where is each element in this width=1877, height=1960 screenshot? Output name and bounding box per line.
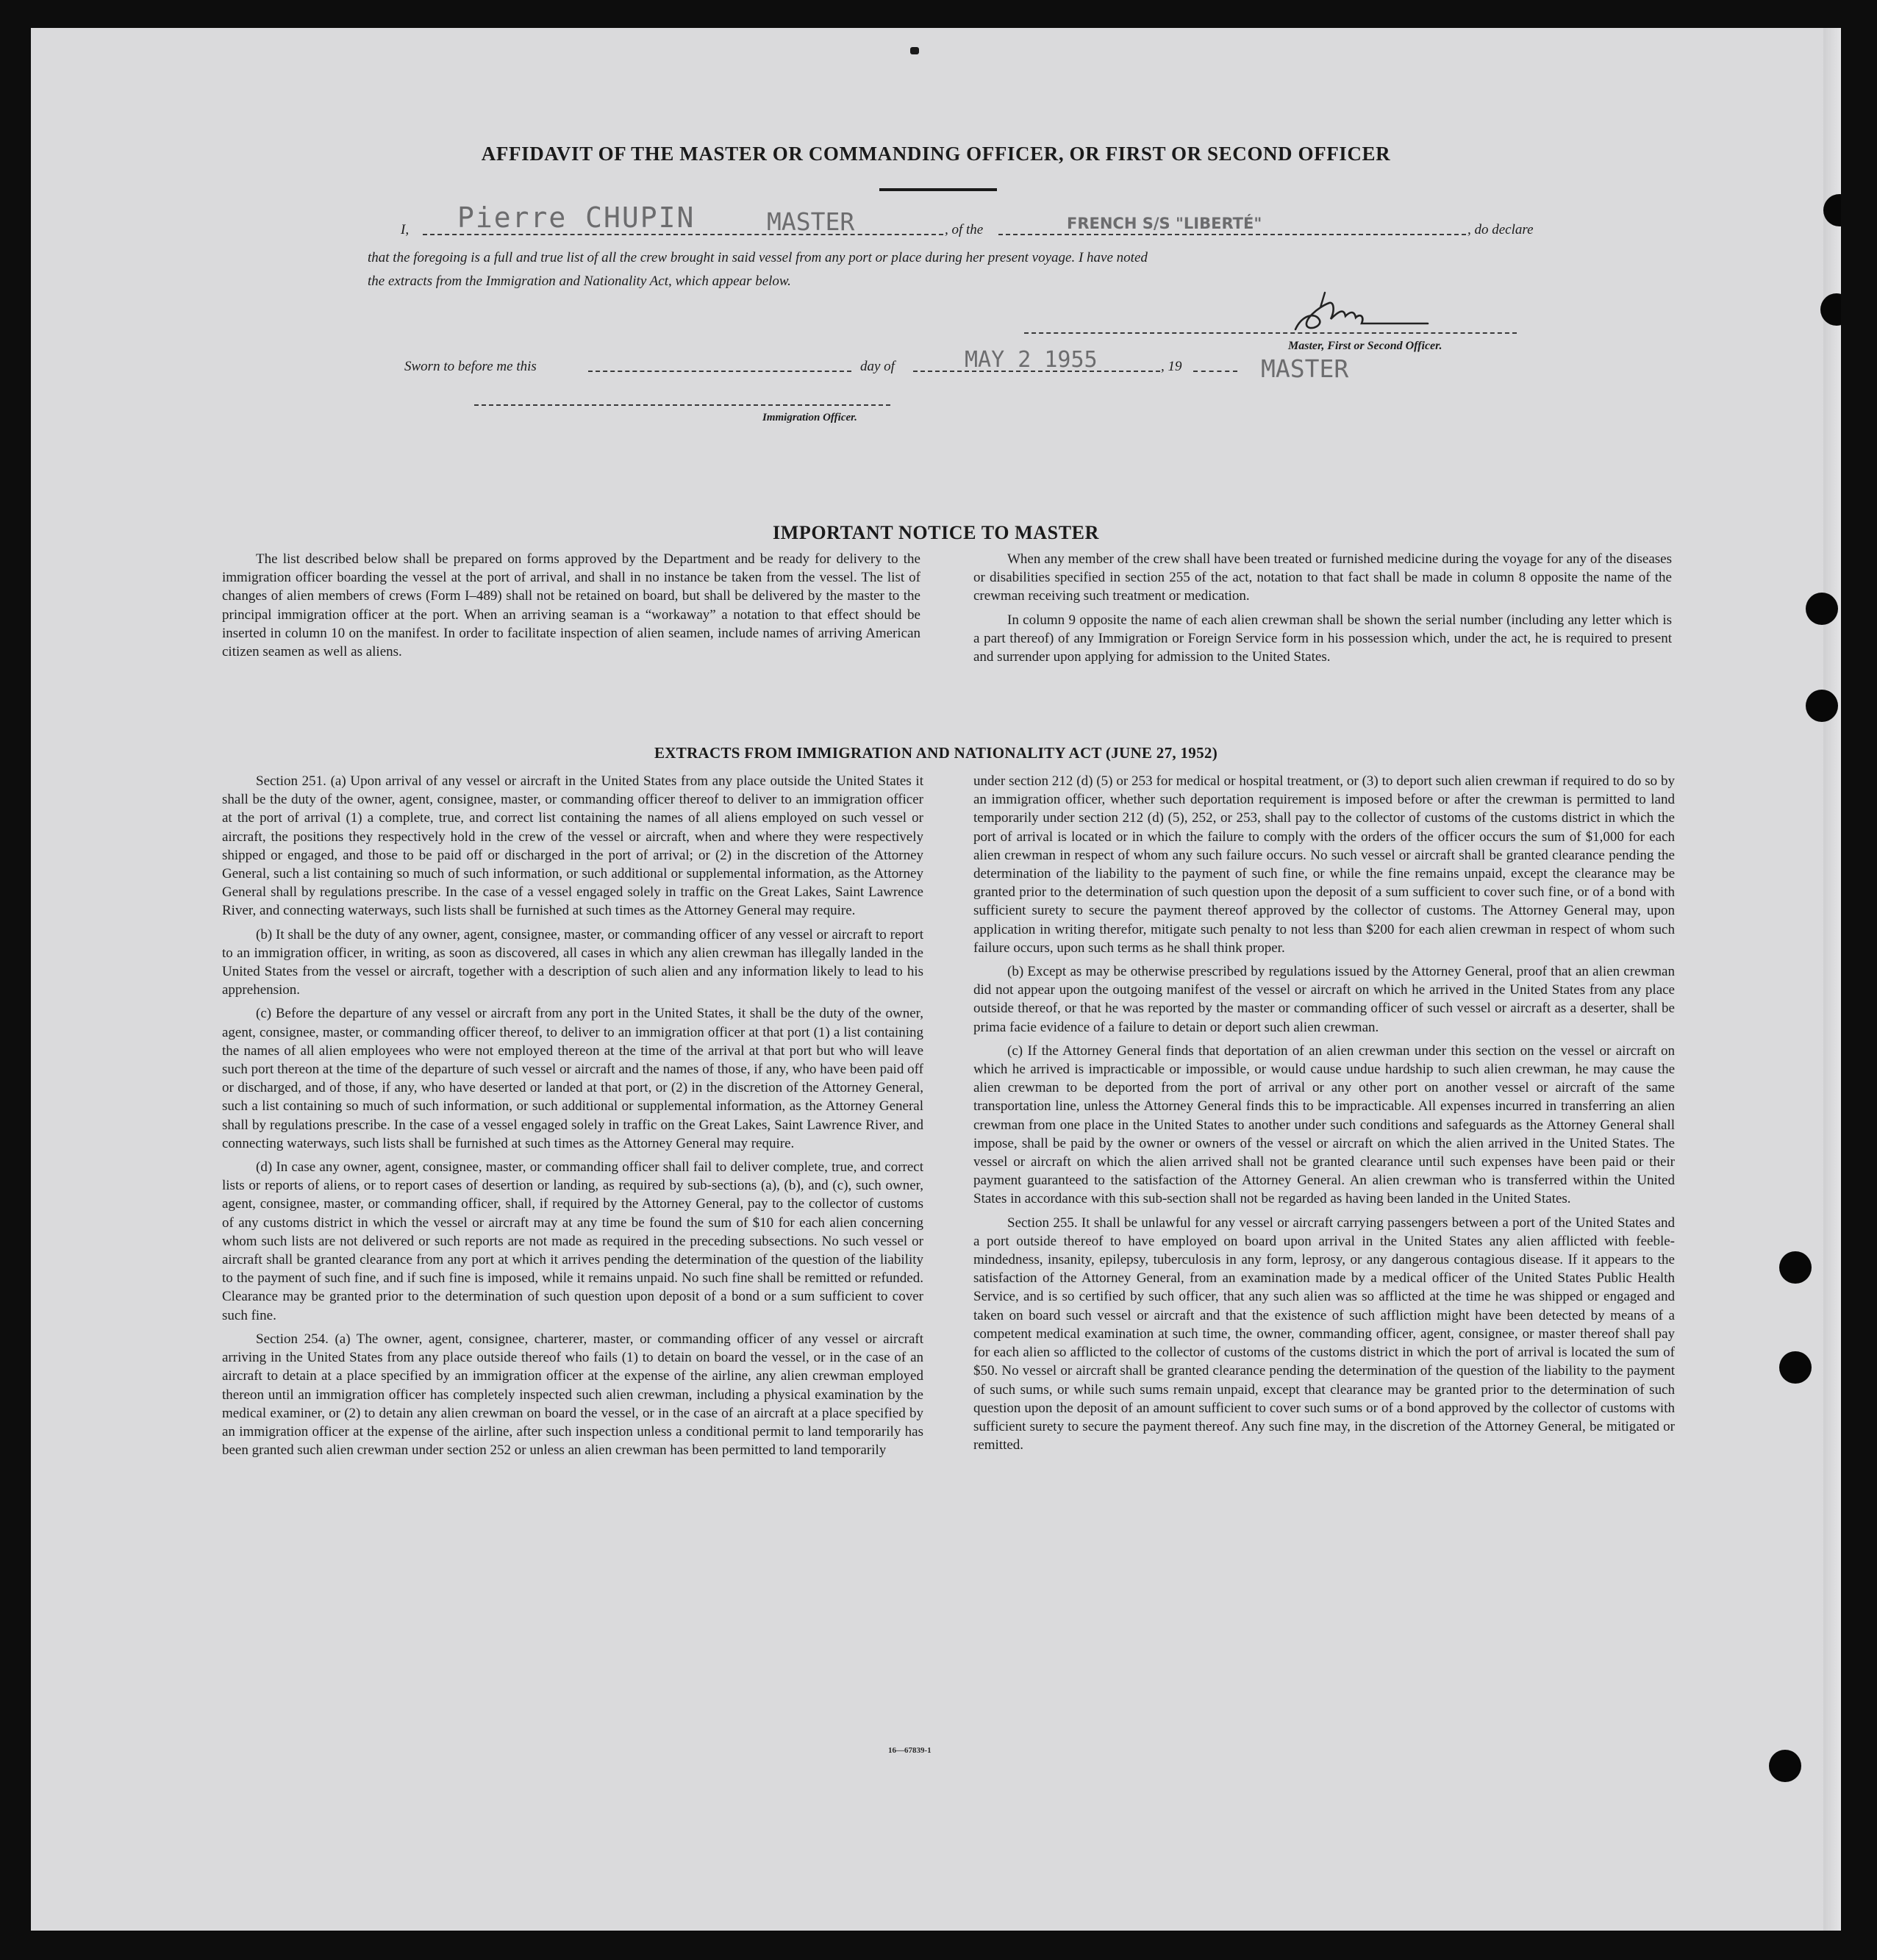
- act-section-paragraph: Section 254. (a) The owner, agent, consignee, charterer, master, or commanding officer of any vessel or aircraft arriving in the United States from any place outside thereof who fails (1) to detain on board the vessel, or in the case of an aircraft to detain at a place specified by an immigration officer at the expense of the airline, any alien crewman employed thereon until an immigration officer has completely inspected such alien crewman, including a physical examination by the medical examiner, or (2) to detain any alien crewman on board the vessel, or in the case of an aircraft at a place specified by an immigration officer at the expense of the airline, after such inspection unless a conditional permit to land temporarily has been granted such alien crewman under section 252 or unless an alien crewman has been permitted to land temporarily: [222, 1331, 923, 1459]
- of-the-label: , of the: [945, 222, 984, 237]
- act-section-paragraph: Section 255. It shall be unlawful for any vessel or aircraft carrying passengers between a port of the United States and a port outside thereof to have employed on board upon arrival in the United States any alien afflicted with feeble-mindedness, insanity, epilepsy, tuberculosis in any form, leprosy, or any dangerous contagious disease. If it appears to the satisfaction of the Attorney General, from an examination made by a medical officer of the United States Public Health Service, and is so certified by such officer, that any such alien was so afflicted at the time he was shipped or engaged and taken on board such vessel or aircraft and that the existence of such affliction might have been detected by means of a competent medical examination at such time, the owner, commanding officer, agent, consignee, or master thereof shall pay for each alien so afflicted to the collector of customs of the customs district in which the port of arrival is located the sum of $50. No vessel or aircraft shall be granted clearance pending the determination of the question of the liability to the payment of such sums, or while such sums remain unpaid, except that clearance may be granted prior to the determination of such question upon the deposit of an amount sufficient to cover such sums or of a bond approved by the collector of customs with sufficient surety to secure the payment thereof. Any such fine may, in the discretion of the Attorney General, be mitigated or remitted.: [973, 1215, 1675, 1453]
- notice-paragraph: The list described below shall be prepared on forms approved by the Department and be ready for delivery to the immigration officer boarding the vessel at the port of arrival, and shall in no instance be taken from the vessel. The list of changes of alien members of crews (Form I–489) shall not be retained on board, but shall be delivered by the master to the principal immigration officer at the port. When an arriving seaman is a “workaway” a notation to that effect should be inserted in column 10 on the manifest. In order to facilitate inspection of alien seamen, include names of arriving American citizen seamen as well as aliens.: [222, 551, 920, 660]
- punch-hole: [1806, 690, 1838, 722]
- day-of-label: day of: [860, 359, 895, 374]
- extracts-title: EXTRACTS FROM IMMIGRATION AND NATIONALITY ACT (JUNE 27, 1952): [654, 744, 1218, 762]
- act-section-paragraph: (d) In case any owner, agent, consignee, master, or commanding officer shall fail to deliver complete, true, and correct lists or reports of aliens, or to report cases of desertion or landing, as required by sub-sections (a), (b), and (c), such owner, agent, consignee, master, or commanding officer, shall, if required by the Attorney General, pay to the collector of customs of any customs district in which the vessel or aircraft may at any time be found the sum of $10 for each alien concerning whom such lists are not delivered or such reports are not made as required in the preceding subsections. No such vessel or aircraft shall be granted clearance from any port at which it arrives pending the determination of the question of the liability to the payment of such fine, and if such fine is imposed, while it remains unpaid. No such fine shall be remitted or refunded. Clearance may be granted prior to the determination of such question upon deposit of a bond or a sum sufficient to cover such fine.: [222, 1159, 923, 1323]
- immigration-officer-line: [474, 404, 890, 406]
- declaration-text: that the foregoing is a full and true list of all the crew brought in said vessel from any port or place during her present voyage. I have noted: [368, 250, 1148, 265]
- punch-hole: [1806, 593, 1838, 625]
- declarant-name: Pierre CHUPIN: [457, 201, 696, 234]
- extracts-left-column: [222, 772, 923, 1459]
- act-section-paragraph: (c) If the Attorney General finds that deportation of an alien crewman under this section on the vessel or aircraft on which he arrived is impracticable or impossible, or would cause undue hardship to such alien crewman, he may cause the alien crewman to be deported from the port of arrival or any other port on another vessel or aircraft of the same transportation line, unless the Attorney General finds this to be impracticable. All expenses incurred in transferring an alien crewman from one place in the United States to another under such conditions and safeguards as the Attorney General shall impose, shall be paid by the owner or owners of the vessel or aircraft on which the alien arrived in the United States. The vessel or aircraft on which the alien arrived shall not be granted clearance until such expenses have been paid or their payment guaranteed to the satisfaction of the Attorney General. An alien crewman who is transferred within the United States in accordance with this sub-section shall not be regarded as having been landed in the United States.: [973, 1042, 1675, 1207]
- notice-right-column: [973, 550, 1672, 666]
- extracts-right-column: [973, 772, 1675, 1454]
- sworn-date: MAY 2 1955: [965, 347, 1098, 373]
- act-section-paragraph: (c) Before the departure of any vessel or aircraft from any port in the United States, it shall be the duty of the owner, agent, consignee, master, or commanding officer thereof, to deliver to an immigration officer at that port (1) a list containing the names of all alien employees who were not employed thereon at the time of the arrival at that port but who will leave such port thereon at the time of the departure of such vessel or aircraft and the names of those, if any, who have been paid off or discharged, and of those, if any, who have deserted or landed at that port, or (2) in the discretion of the Attorney General, such a list containing so much of such information, or such additional or supplemental information, as the Attorney General shall by regulations prescribe. In the case of a vessel engaged solely in traffic on the Great Lakes, Saint Lawrence River, and connecting waterways, such lists shall be furnished at such times as the Attorney General may require.: [222, 1006, 923, 1151]
- act-section-paragraph: (b) It shall be the duty of any owner, agent, consignee, master, or commanding officer of any vessel or aircraft to report to an immigration officer, in writing, as soon as discovered, all cases in which any alien crewman has illegally landed in the United States from the vessel or aircraft, together with a description of such alien and any information likely to lead to his apprehension.: [222, 926, 923, 998]
- notice-paragraph: In column 9 opposite the name of each alien crewman shall be shown the serial number (including any letter which is a part thereof) of any Immigration or Foreign Service form in his possession which, under the act, he is required to present and surrender upon applying for admission to the United States.: [973, 612, 1672, 665]
- sworn-year-line: [1193, 371, 1237, 372]
- act-section-paragraph: (b) Except as may be otherwise prescribed by regulations issued by the Attorney General, proof that an alien crewman did not appear upon the outgoing manifest of the vessel or aircraft on which he arrived in the United States from any place outside thereof, or that he was reported by the master or commanding officer of such vessel or aircraft as a deserter, shall be prima facie evidence of a failure to detain or deport such alien crewman.: [973, 964, 1675, 1035]
- affidavit-title: AFFIDAVIT OF THE MASTER OR COMMANDING OFFICER, OR FIRST OR SECOND OFFICER: [481, 143, 1391, 165]
- ink-mark: [910, 47, 919, 54]
- vessel-line: [998, 234, 1466, 235]
- declarant-name-line: [423, 234, 943, 235]
- master-stamp: MASTER: [1261, 354, 1349, 383]
- year-label: , 19: [1161, 359, 1182, 374]
- declarant-rank: MASTER: [767, 207, 855, 236]
- punch-hole: [1779, 1351, 1812, 1384]
- declarant-prefix: I,: [401, 222, 410, 237]
- sworn-label: Sworn to before me this: [404, 359, 537, 374]
- notice-left-column: [222, 550, 920, 661]
- signature-line: [1024, 332, 1517, 334]
- form-code: 16—67839-1: [888, 1746, 932, 1755]
- signature-caption: Master, First or Second Officer.: [1288, 340, 1442, 352]
- punch-hole: [1769, 1750, 1801, 1782]
- document-page: [31, 28, 1841, 1931]
- title-divider: [879, 188, 997, 191]
- declaration-text-cont: the extracts from the Immigration and Nationality Act, which appear below.: [368, 273, 791, 289]
- declare-label: , do declare: [1467, 222, 1534, 237]
- sworn-day-line: [588, 371, 851, 372]
- notice-title: IMPORTANT NOTICE TO MASTER: [772, 522, 1099, 543]
- immigration-officer-caption: Immigration Officer.: [762, 412, 857, 423]
- act-section-paragraph: under section 212 (d) (5) or 253 for medical or hospital treatment, or (3) to deport such alien crewman if required to do so by an immigration officer, whether such deportation requirement is imposed before or after the crewman is permitted to land temporarily under section 212 (d) (5), 252, or 253, shall pay to the collector of customs of the customs district in which the port of arrival is located or in which the failure to comply with the orders of the officer occurs the sum of $1,000 for each alien crewman in respect of whom any such failure occurs. No such vessel or aircraft shall be granted clearance pending the determination of the liability to the payment of such fine, or while the fine remains unpaid, except the clearance may be granted prior to the determination of such question upon the deposit of a sum sufficient to cover such fine, or of a bond with sufficient surety to secure the payment thereof approved by the collector of customs. The Attorney General may, upon application in writing therefor, mitigate such penalty to not less than $200 for each alien crewman in respect of whom such failure occurs, upon such terms as he shall think proper.: [973, 773, 1675, 956]
- notice-paragraph: When any member of the crew shall have been treated or furnished medicine during the voyage for any of the diseases or disabilities specified in section 255 of the act, notation to that fact shall be made in column 8 opposite the name of the crewman receiving such treatment or medication.: [973, 551, 1672, 604]
- punch-hole: [1779, 1251, 1812, 1284]
- act-section-paragraph: Section 251. (a) Upon arrival of any vessel or aircraft in the United States from any place outside the United States it shall be the duty of the owner, agent, consignee, master, or commanding officer thereof to deliver to an immigration officer at the port of arrival (1) a complete, true, and correct list containing the names of all aliens employed on such vessel or aircraft, the positions they respectively hold in the crew of the vessel or aircraft, when and where they were respectively shipped or engaged, and those to be paid off or discharged in the port of arrival; or (2) in the discretion of the Attorney General, such a list containing so much of such information, or such additional or supplemental information, as the Attorney General shall by regulations prescribe. In the case of a vessel engaged solely in traffic on the Great Lakes, Saint Lawrence River, and connecting waterways, such lists shall be furnished at such times as the Attorney General may require.: [222, 773, 923, 919]
- vessel-name: FRENCH S/S "LIBERTÉ": [1067, 215, 1262, 232]
